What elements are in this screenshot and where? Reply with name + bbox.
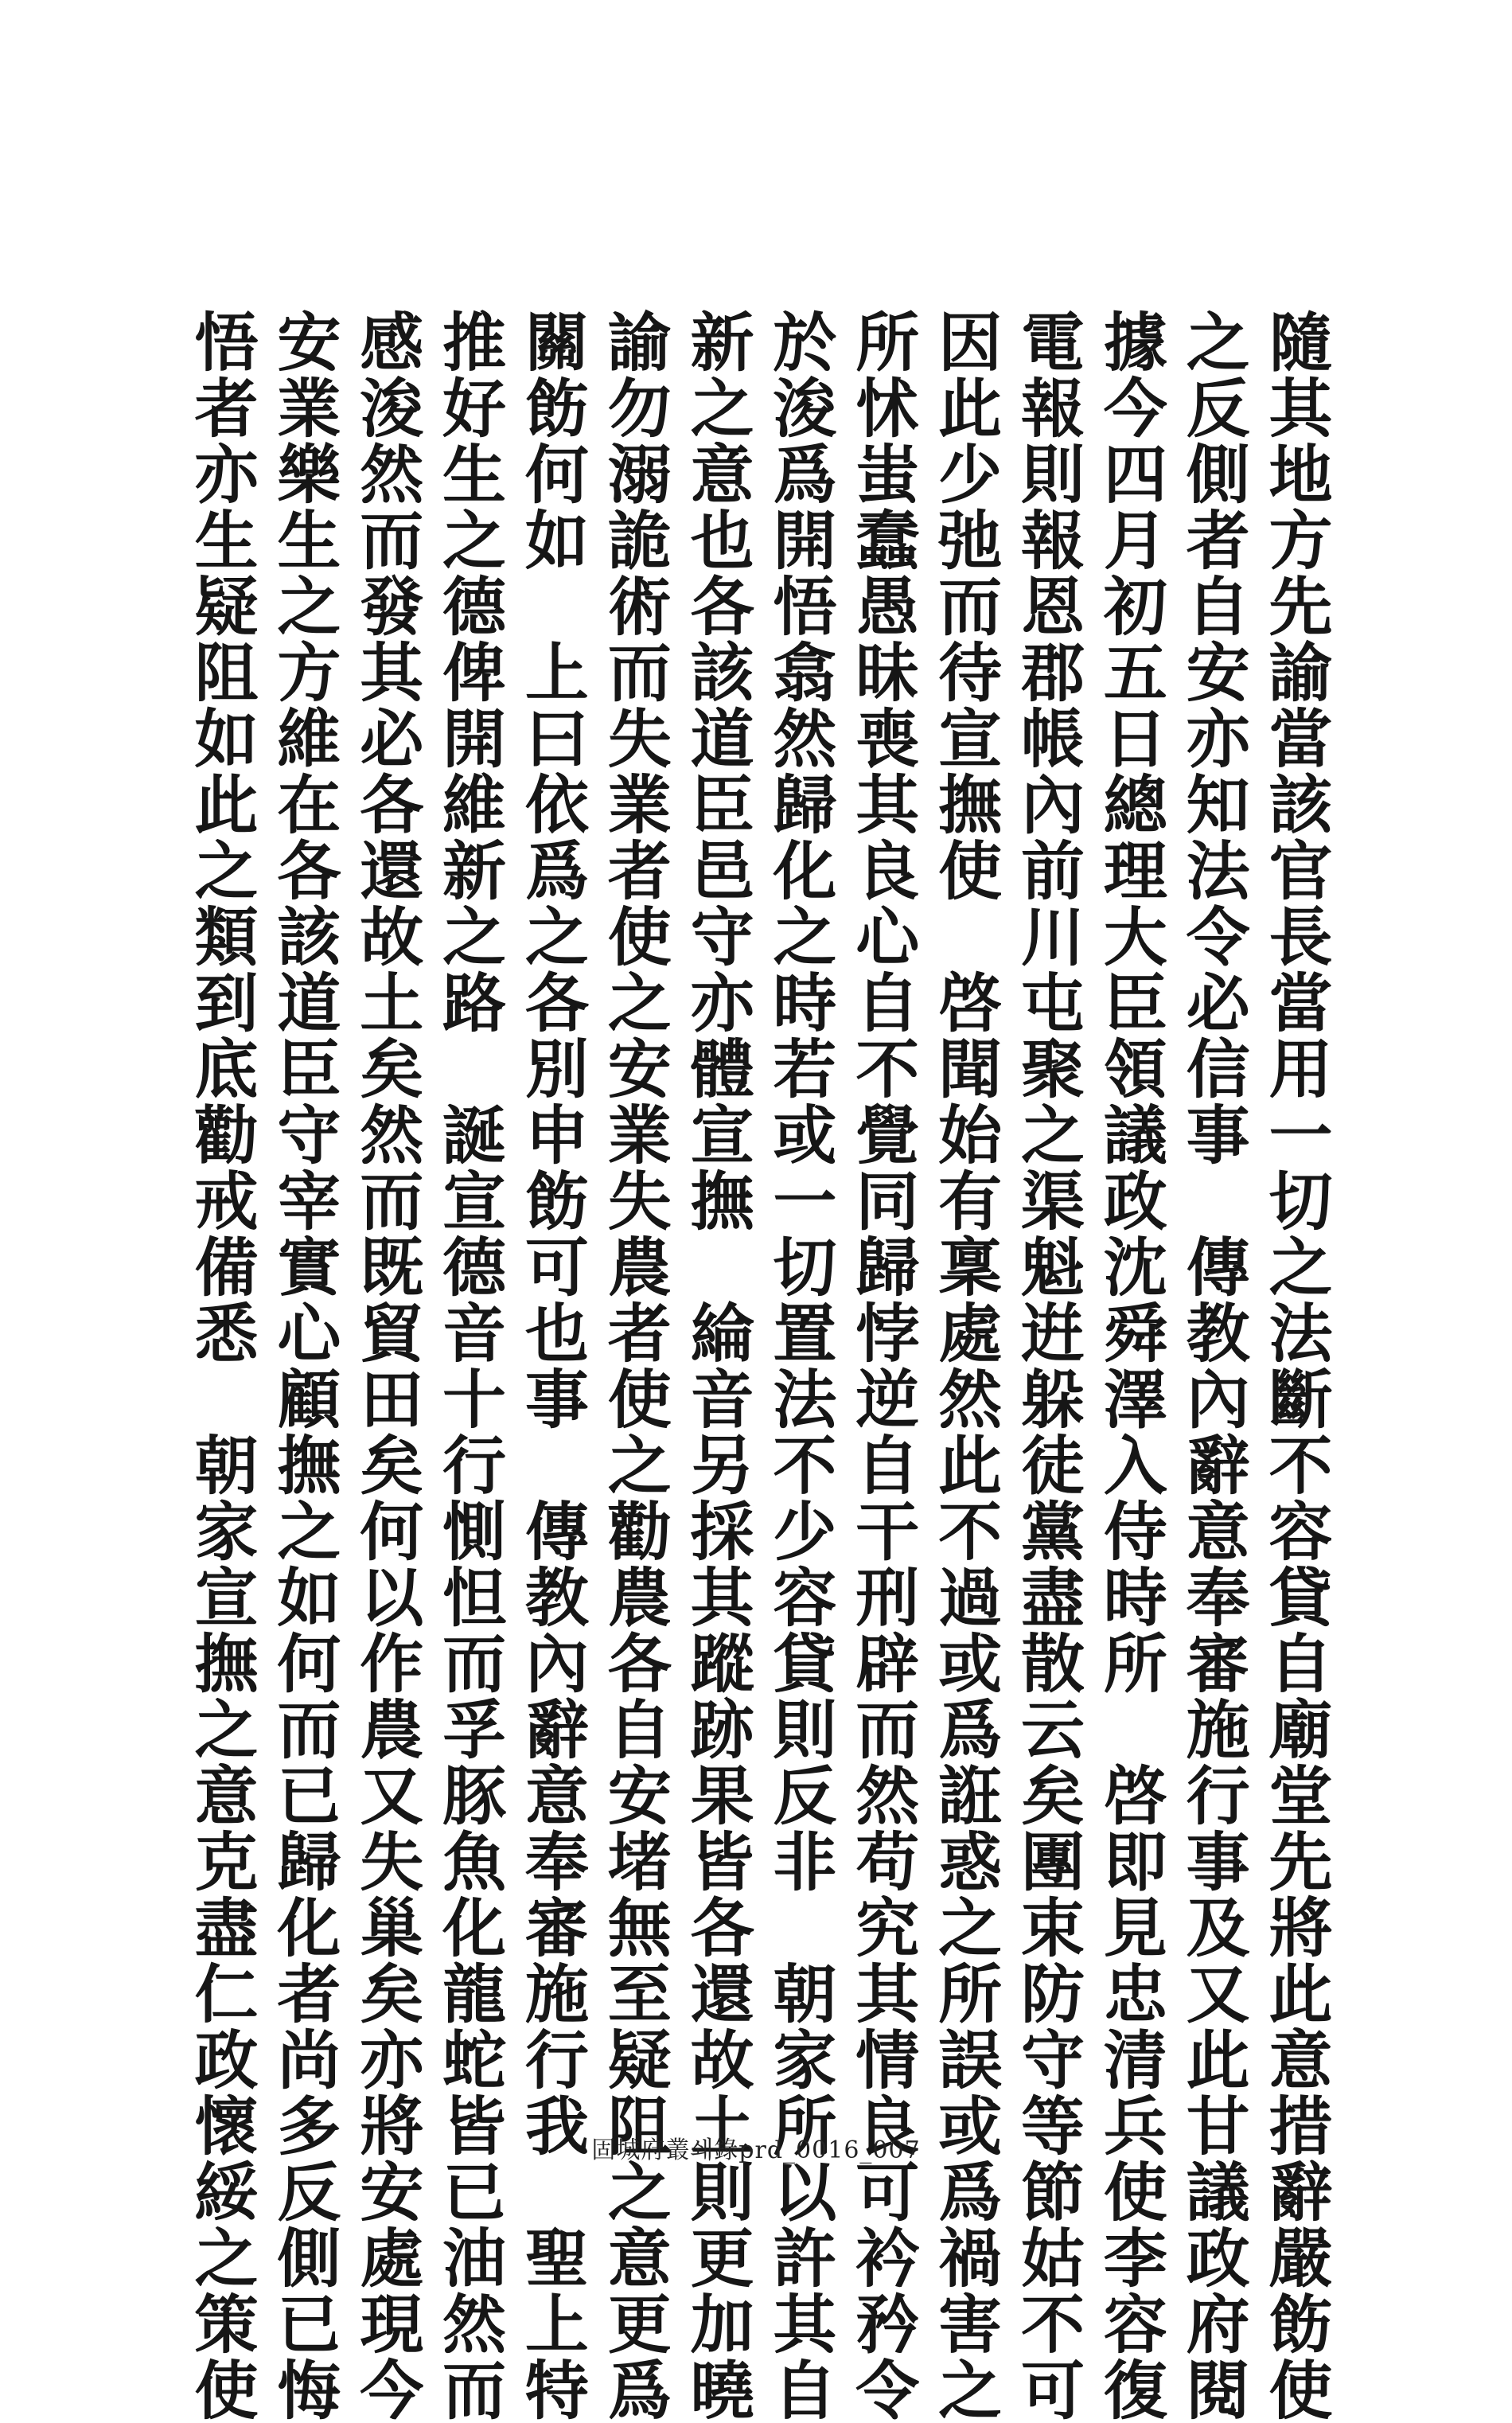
text-column-10: 關飭何如 上曰依爲之各別申飭可也事 傳教內辭意奉審施行我 聖上特 bbox=[514, 309, 590, 2423]
text-column-11: 推好生之德俾開維新之路 誕宣德音十行惻怛而孚豚魚化龍蛇皆已油然而 bbox=[431, 309, 507, 2423]
text-column-13: 安業樂生之方維在各該道臣守宰實心顧撫之如何而已歸化者尚多反側已悔 bbox=[266, 309, 341, 2423]
text-column-14: 悟者亦生疑阻如此之類到底勸戒備悉 朝家宣撫之意克盡仁政懷綏之策使 bbox=[184, 309, 259, 2423]
text-column-5: 因此少弛而待宣撫使 啓聞始有稟處然此不過或爲誑惑之所誤或爲禍害之 bbox=[927, 309, 1003, 2423]
text-column-9: 諭勿溺詭術而失業者使之安業失農者使之勸農各自安堵無至疑阻之意更爲 bbox=[597, 309, 672, 2423]
text-column-7: 於浚爲開悟翕然歸化之時若或一切置法不少容貸則反非 朝家所以許其自 bbox=[762, 309, 837, 2423]
page-footer-caption: 固城府叢쇄錄prd_0016_007 bbox=[591, 2136, 921, 2164]
text-column-1: 隨其地方先諭當該官長當用一切之法斷不容貸自廟堂先將此意措辭嚴飭使 bbox=[1257, 309, 1333, 2423]
text-column-12: 感浚然而發其必各還故土矣然而既貿田矣何以作農又失巢矣亦將安處現今 bbox=[349, 309, 424, 2423]
text-column-6: 所怵蚩蠢愚昧喪其良心自不覺同歸悖逆自干刑辟而然苟究其情良可衿矜令 bbox=[844, 309, 920, 2423]
text-column-4: 電報則報恩郡帳內前川屯聚之渠魁逬躲徒黨盡散云矣團束防守等節姑不可 bbox=[1010, 309, 1085, 2423]
text-column-2: 之反側者自安亦知法令必信事 傳教內辭意奉審施行事及又此甘議政府閱 bbox=[1175, 309, 1251, 2423]
text-column-3: 據今四月初五日總理大臣領議政沈舜澤入侍時所 啓即見忠清兵使李容復 bbox=[1093, 309, 1168, 2423]
text-column-8: 新之意也各該道臣邑守亦體宣撫 綸音另採其蹤跡果皆各還故土則更加曉 bbox=[680, 309, 755, 2423]
